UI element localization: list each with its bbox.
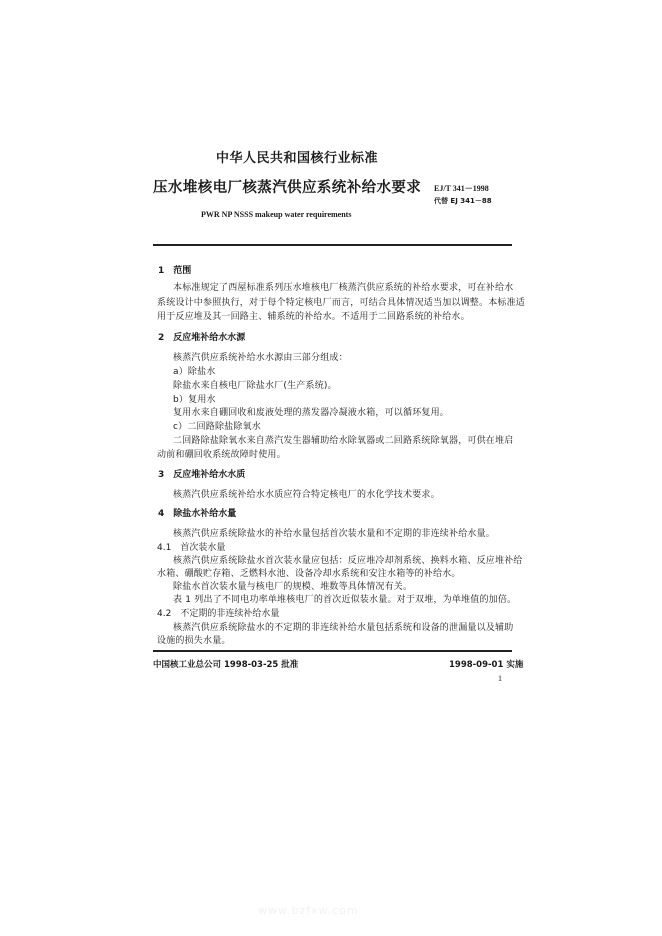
section-2-line: b）复用水 xyxy=(173,395,216,405)
section-4-1-line: 水箱、硼酸贮存箱、乏燃料水池、设备冷却水系统和安注水箱等的补给水。 xyxy=(157,569,461,579)
section-2-line: 动前和硼回收系统故障时使用。 xyxy=(157,450,286,460)
section-4-2-line: 设施的损失水量。 xyxy=(157,636,231,646)
section-4-1-line: 表 1 列出了不同电功率单堆核电厂的首次近似装水量。对于双堆，为单堆值的加倍。 xyxy=(173,595,517,605)
section-2-line: 除盐水来自核电厂除盐水厂(生产系统)。 xyxy=(173,381,337,391)
standard-code: EJ/T 341－1998 xyxy=(434,184,489,193)
replaces-code: 代替 EJ 341－88 xyxy=(434,197,492,205)
page-number: 1 xyxy=(498,674,502,683)
section-2-line: 核蒸汽供应系统补给水水源由三部分组成： xyxy=(173,353,348,363)
section-1-line: 本标准规定了西屋标准系列压水堆核电厂核蒸汽供应系统的补给水要求，可在补给水 xyxy=(173,283,514,293)
section-1-line: 用于反应堆及其一回路主、辅系统的补给水。不适用于二回路系统的补给水。 xyxy=(157,312,470,322)
section-2-line: 复用水来自硼回收和废液处理的蒸发器冷凝液水箱，可以循环复用。 xyxy=(173,408,450,418)
document-title: 压水堆核电厂核蒸汽供应系统补给水要求 xyxy=(153,180,422,196)
header-rule xyxy=(153,244,512,246)
footer-rule xyxy=(153,650,512,652)
section-2-heading: 2 反应堆补给水水源 xyxy=(158,333,246,343)
section-3-line: 核蒸汽供应系统补给水水质应符合特定核电厂的水化学技术要求。 xyxy=(173,490,440,500)
section-4-2-heading: 4.2 不定期的非连续补给水量 xyxy=(157,609,280,619)
approval-text: 中国核工业总公司 1998-03-25 批准 xyxy=(153,660,299,670)
section-1-line: 系统设计中参照执行，对于每个特定核电厂而言，可结合具体情况适当加以调整。本标准适 xyxy=(157,298,526,308)
section-4-heading: 4 除盐水补给水量 xyxy=(158,509,237,519)
watermark: www.bzfxw.com xyxy=(258,904,359,917)
industry-standard-label: 中华人民共和国核行业标准 xyxy=(216,151,379,166)
section-4-1-heading: 4.1 首次装水量 xyxy=(157,543,226,553)
english-title: PWR NP NSSS makeup water requirements xyxy=(201,210,352,219)
section-1-heading: 1 范围 xyxy=(158,266,192,276)
section-2-line: 二回路除盐除氧水来自蒸汽发生器辅助给水除氧器或二回路系统除氧器，可供在堆启 xyxy=(173,436,514,446)
section-2-line: a）除盐水 xyxy=(173,367,216,377)
section-4-line: 核蒸汽供应系统除盐水的补给水量包括首次装水量和不定期的非连续补给水量。 xyxy=(173,529,496,539)
section-4-2-line: 核蒸汽供应系统除盐水的不定期的非连续补给水量包括系统和设备的泄漏量以及辅助 xyxy=(173,623,514,633)
section-3-heading: 3 反应堆补给水水质 xyxy=(158,470,246,480)
section-4-1-line: 除盐水首次装水量与核电厂的规模、堆数等具体情况有关。 xyxy=(173,582,413,592)
section-2-line: c）二回路除盐除氧水 xyxy=(173,422,261,432)
section-4-1-line: 核蒸汽供应系统除盐水首次装水量应包括：反应堆冷却剂系统、换料水箱、反应堆补给 xyxy=(173,556,523,566)
effective-date: 1998-09-01 实施 xyxy=(449,660,524,670)
